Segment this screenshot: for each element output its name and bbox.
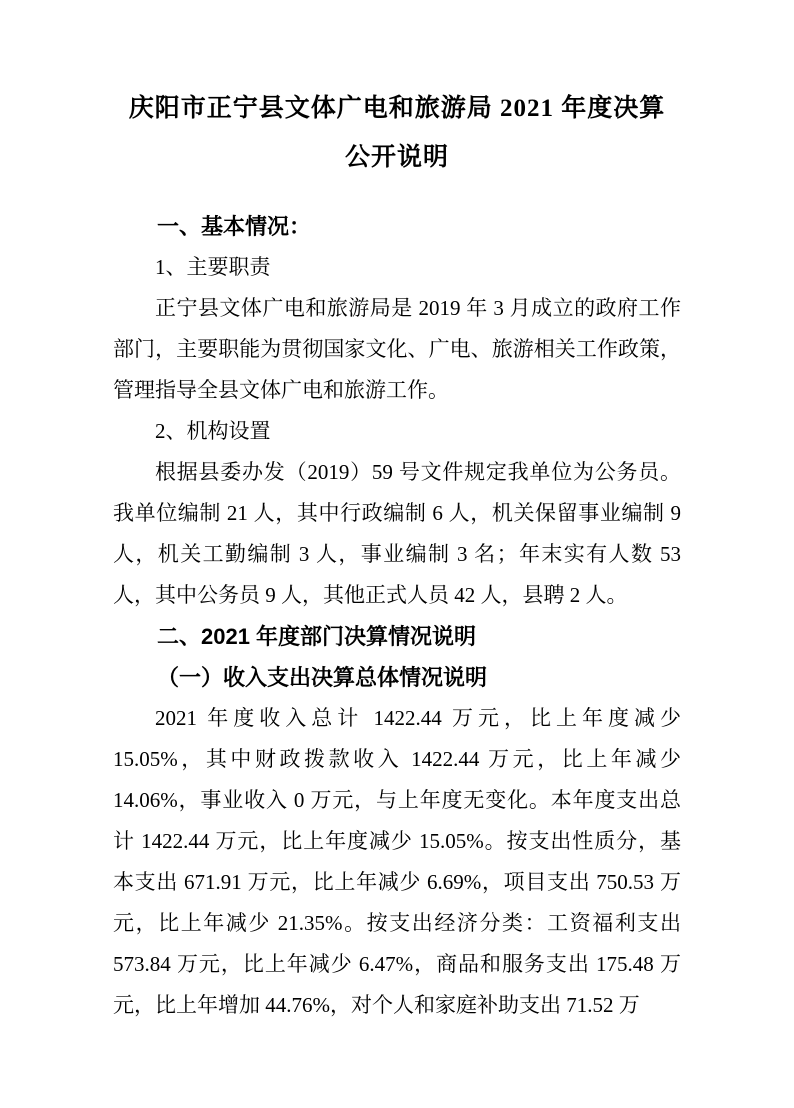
para-org-setup-label: 2、机构设置 bbox=[155, 419, 271, 443]
para-org-setup: 根据县委办发（2019）59 号文件规定我单位为公务员。我单位编制 21 人，其中行政编制 6 人，机关保留事业编制 9 人，机关工勤编制 3 人，事业编制 3 名；年末实有人数 53 人，其中公务员 9 人，其他正式人员 42 人，县聘 2 人。 bbox=[113, 460, 681, 607]
heading-basic-info: 一、基本情况： bbox=[157, 214, 312, 239]
title-line-2: 公开说明 bbox=[344, 144, 449, 171]
heading-2021-final-accounts: 二、2021 年度部门决算情况说明 bbox=[157, 624, 477, 649]
para-main-duties-label: 1、主要职责 bbox=[155, 255, 271, 279]
document-body bbox=[113, 206, 681, 1026]
para-main-duties: 正宁县文体广电和旅游局是 2019 年 3 月成立的政府工作部门，主要职能为贯彻国家文化、广电、旅游相关工作政策，管理指导全县文体广电和旅游工作。 bbox=[113, 296, 681, 402]
document-title bbox=[113, 84, 681, 182]
para-budget-overview: 2021 年度收入总计 1422.44 万元，比上年度减少 15.05%，其中财政拨款收入 1422.44 万元，比上年减少 14.06%，事业收入 0 万元，与上年度无变化。本年度支出总计 1422.44 万元，比上年度减少 15.05%。按支出性质分，基本支出 671.91 万元，比上年减少 6.69%，项目支出 750.53 万元，比上年减少 21.35%。按支出经济分类：工资福利支出 573.84 万元，比上年减少 6.47%，商品和服务支出 175.48 万元，比上年增加 44.76%，对个人和家庭补助支出 71.52 万 bbox=[113, 706, 681, 1017]
heading-income-expenditure-overview: （一）收入支出决算总体情况说明 bbox=[157, 665, 488, 690]
title-line-1: 庆阳市正宁县文体广电和旅游局 2021 年度决算 bbox=[128, 95, 666, 122]
